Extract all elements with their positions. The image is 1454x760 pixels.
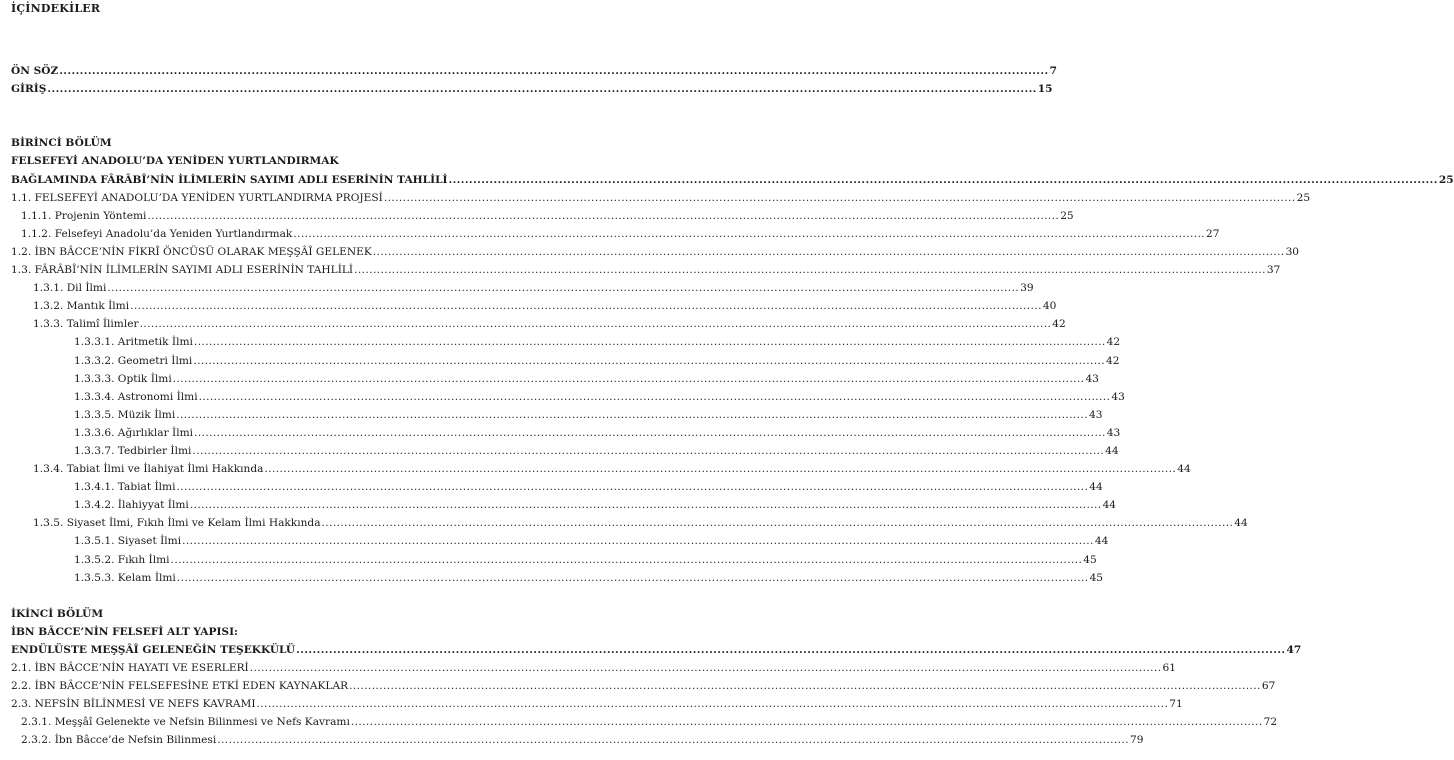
toc-entry[interactable] [0,532,1109,550]
toc-entry-page: 79 [1130,734,1144,747]
toc-entry-label: 1.3.4.2. İlahiyyat İlmi [74,499,189,512]
leader-dots [193,352,1105,370]
toc-entry-page: 39 [1020,282,1034,295]
part1-subtitle-entry[interactable] [0,171,1454,189]
toc-entry[interactable] [0,731,1144,749]
leader-dots [373,243,1285,261]
toc-entry-label: 1.3.3.3. Optik İlmi [74,372,172,385]
toc-entry-page: 44 [1234,517,1248,530]
toc-entry[interactable] [0,297,1057,315]
toc-entry[interactable] [0,551,1097,569]
leader-dots [171,551,1083,569]
toc-entry-label: 1.3.3. Talimî İlimler [33,318,139,331]
part2-subtitle-entry[interactable] [0,641,1302,659]
toc-entry-page: 27 [1206,227,1220,240]
leader-dots [448,171,1437,189]
toc-entry-page: 25 [1060,209,1074,222]
toc-entry-page: 40 [1042,300,1057,313]
leader-dots [296,641,1285,659]
toc-entry[interactable] [0,406,1103,424]
toc-entry-label: 1.1.1. Projenin Yöntemi [21,209,147,222]
front-matter-list [0,62,1057,98]
toc-entry-page: 30 [1285,245,1300,258]
leader-dots [384,189,1296,207]
toc-entry-label: 1.3.3.5. Müzik İlmi [74,408,176,421]
leader-dots [130,297,1042,315]
toc-entry[interactable] [0,659,1176,677]
toc-entry[interactable] [0,424,1121,442]
leader-dots [349,677,1261,695]
leader-dots [354,261,1266,279]
part1-heading: BİRİNCİ BÖLÜM [11,137,112,150]
leader-dots [293,225,1205,243]
part2-entries [0,659,1278,749]
leader-dots [250,659,1162,677]
toc-entry-label: 2.2. İBN BÂCCE’NİN FELSEFESİNE ETKİ EDEN KAYNAKLAR [11,680,349,693]
toc-entry-page: 45 [1083,553,1097,566]
leader-dots [147,207,1059,225]
leader-dots [194,333,1106,351]
toc-entry-label: 1.1. FELSEFEYİ ANADOLU’DA YENİDEN YURTLANDIRMA PROJESİ [11,191,383,204]
toc-entry[interactable] [0,189,1311,207]
toc-entry-label: 1.3.5.3. Kelam İlmi [74,571,176,584]
toc-entry[interactable] [0,478,1103,496]
toc-entry[interactable] [0,279,1034,297]
toc-entry-label: 1.1.2. Felsefeyi Anadolu’da Yeniden Yurtlandırmak [21,227,293,240]
toc-entry-page: 72 [1263,716,1278,729]
toc-entry-label: ENDÜLÜSTE MEŞŞÂÎ GELENEĞİN TEŞEKKÜLÜ [11,644,296,656]
toc-entry-page: 42 [1052,318,1066,331]
toc-entry[interactable] [0,514,1248,532]
toc-entry-page: 43 [1085,372,1099,385]
toc-entry-label: 1.3.3.4. Astronomi İlmi [74,390,198,403]
toc-entry-page: 25 [1438,173,1454,186]
toc-entry[interactable] [0,677,1276,695]
toc-entry-label: 1.3.3.2. Geometri İlmi [74,354,193,367]
toc-entry-page: 43 [1106,426,1121,439]
toc-entry-label: 1.3.5.2. Fıkıh İlmi [74,553,170,566]
toc-entry-page: 71 [1169,698,1183,711]
toc-entry-page: 7 [1049,65,1057,77]
toc-entry-label: 1.3.4. Tabiat İlmi ve İlahiyat İlmi Hakkında [33,463,264,476]
toc-entry[interactable] [0,713,1278,731]
toc-entry-label: 1.3.4.1. Tabiat İlmi [74,481,176,494]
toc-entry-label: BAĞLAMINDA FÂRÂBÎ’NİN İLİMLERİN SAYIMI ADLI ESERİNİN TAHLİLİ [11,173,448,186]
toc-entry[interactable] [0,388,1125,406]
page-title: İÇİNDEKİLER [11,2,101,15]
leader-dots [194,424,1106,442]
toc-entry-page: 25 [1296,191,1311,204]
toc-entry-page: 43 [1088,408,1103,421]
toc-entry[interactable] [0,243,1300,261]
toc-entry-label: ÖN SÖZ [11,65,59,77]
toc-entry-label: 2.3.2. İbn Bâcce’de Nefsin Bilinmesi [21,734,217,747]
toc-entry[interactable] [0,496,1117,514]
toc-entry-label: 1.2. İBN BÂCCE’NİN FİKRÎ ÖNCÜSÜ OLARAK MEŞŞÂÎ GELENEK [11,245,372,258]
toc-entry-page: 43 [1111,390,1125,403]
part2-subtitle: İBN BÂCCE’NİN FELSEFİ ALT YAPISI: [11,625,238,638]
toc-entry-page: 15 [1037,83,1053,96]
toc-entry-label: 2.3.1. Meşşâî Gelenekte ve Nefsin Bilinmesi ve Nefs Kavramı [21,716,350,729]
leader-dots [177,569,1089,587]
toc-entry-label: 1.3.1. Dil İlmi [33,282,107,295]
toc-entry-page: 45 [1089,571,1104,584]
leader-dots [199,388,1111,406]
toc-entry[interactable] [0,333,1121,351]
toc-entry[interactable] [0,460,1191,478]
leader-dots [107,279,1019,297]
toc-entry[interactable] [0,80,1053,98]
toc-entry-label: 1.3.5. Siyaset İlmi, Fıkıh İlmi ve Kelam İlmi Hakkında [33,517,321,530]
toc-entry-label: 1.3.5.1. Siyaset İlmi [74,535,182,548]
table-of-contents [0,62,1454,750]
toc-entry-page: 42 [1106,354,1120,367]
toc-entry-label: 2.1. İBN BÂCCE’NİN HAYATI VE ESERLERİ [11,662,249,675]
leader-dots [217,731,1129,749]
leader-dots [190,496,1102,514]
toc-entry-page: 44 [1089,481,1103,494]
leader-dots [264,460,1176,478]
toc-entry[interactable] [0,62,1057,80]
part2-heading: İKİNCİ BÖLÜM [11,607,104,620]
leader-dots [182,532,1094,550]
leader-dots [257,695,1169,713]
toc-entry-page: 61 [1162,662,1176,675]
toc-entry[interactable] [0,261,1281,279]
toc-entry-page: 44 [1094,535,1109,548]
toc-entry-label: 2.3. NEFSİN BİLİNMESİ VE NEFS KAVRAMI [11,698,256,711]
leader-dots [351,713,1263,731]
toc-entry[interactable] [0,352,1120,370]
toc-entry-label: 1.3.3.1. Aritmetik İlmi [74,336,193,349]
toc-entry-page: 44 [1105,444,1119,457]
toc-entry-page: 44 [1177,463,1191,476]
toc-entry-label: 1.3. FÂRÂBÎ’NİN İLİMLERİN SAYIMI ADLI ESERİNİN TAHLİLİ [11,264,354,277]
toc-entry[interactable] [0,225,1220,243]
toc-entry-page: 42 [1106,336,1121,349]
toc-entry[interactable] [0,207,1074,225]
toc-entry[interactable] [0,569,1104,587]
toc-entry-label: 1.3.3.7. Tedbirler İlmi [74,444,192,457]
leader-dots [140,315,1052,333]
toc-entry-page: 67 [1261,680,1276,693]
part1-entries [0,189,1311,587]
leader-dots [59,62,1048,80]
toc-entry-label: 1.3.2. Mantık İlmi [33,300,130,313]
toc-entry-page: 37 [1266,264,1281,277]
leader-dots [192,442,1104,460]
leader-dots [176,478,1088,496]
part1-subtitle: FELSEFEYİ ANADOLU’DA YENİDEN YURTLANDIRMAK [11,155,339,168]
toc-entry[interactable] [0,695,1183,713]
leader-dots [322,514,1234,532]
toc-entry[interactable] [0,315,1066,333]
toc-entry-page: 47 [1286,644,1302,656]
toc-entry-page: 44 [1102,499,1117,512]
toc-entry-label: GİRİŞ [11,83,47,96]
toc-entry[interactable] [0,370,1099,388]
leader-dots [47,80,1036,98]
toc-entry-label: 1.3.3.6. Ağırlıklar İlmi [74,426,194,439]
toc-entry[interactable] [0,442,1119,460]
leader-dots [173,370,1085,388]
leader-dots [176,406,1088,424]
